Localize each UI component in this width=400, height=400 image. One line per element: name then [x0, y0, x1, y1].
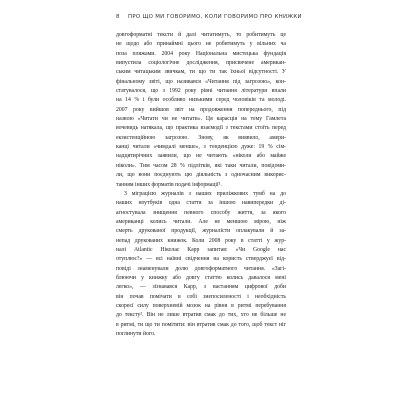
- text-line: ли, що вони поєднують цю діяльність з одночасним викорис-: [116, 172, 286, 179]
- text-line: скореєї силу поверхневій мозок на рівня в ритмі перебування: [116, 302, 286, 309]
- text-line: наших ноутбуків одна стаття за іншою навипередки ді-: [116, 200, 286, 207]
- text-line: смерть друкованої продукції, журналісти оплакували й за-: [116, 228, 286, 235]
- text-line: ніколи». Тим часом 28 % підлітків, які таки читали, повідоми-: [116, 162, 286, 169]
- text-line: непад друкованих книжок. Коли 2008 року в статті у жур-: [116, 237, 286, 244]
- running-title: ПРО ЩО МИ ГОВОРИМО, КОЛИ ГОВОРИМО ПРО КНИЖКИ: [128, 14, 302, 20]
- text-line: ським читацьким звичкам, ти що ти так їхньої відсутності. У: [116, 69, 286, 76]
- text-line: екзистенційною загрозою. Знову, як виявило, амери-: [116, 134, 286, 141]
- text-line: на 14 % і були особливо низькими серед чоловіків та молоді.: [116, 97, 286, 104]
- text-line: блюючи у книжку або довгу статтю колись давалося мені: [116, 274, 286, 281]
- text-line: статувалося, що з 1992 року рівні читання літератури впали: [116, 88, 286, 95]
- body-text: [116, 31, 286, 339]
- text-line: фінальному звіті, що називався «Читання під загрозою», кон-: [116, 78, 286, 85]
- paragraph: [116, 31, 286, 190]
- text-line: вочевидь натякала, що практика взаємодії з текстами стоїть перед: [116, 125, 286, 132]
- text-line: він почав помічати в собі знепосиленості і необхідність: [116, 293, 286, 300]
- text-line: випустила соціологічне дослідження, присвячене американ-: [116, 60, 286, 67]
- text-line: довгоформатні тексти й далі читатимуть, то робитимуть це: [116, 32, 286, 38]
- text-line: американці колись читали. Але не меншою мірою, ніж: [116, 218, 286, 225]
- paragraph: [116, 190, 286, 340]
- text-line: танням інших форматів подачі інформації¹.: [116, 181, 222, 188]
- text-line: не щодо або принаймні цього не робитимуть у вільних ча: [116, 41, 286, 48]
- text-line: канці читали «чимдалі менше», з тенденцією дуже: 19 % сім-: [116, 144, 286, 151]
- text-line: до тексту². Він не лише втратив смак до тих, хто не більше не: [116, 312, 286, 319]
- page-header: [116, 14, 302, 26]
- text-line: агностувала знищення певного способу життя, за якого: [116, 209, 286, 216]
- text-line: поглинути його.: [116, 331, 156, 337]
- text-line: повіді знаменували долю довгоформатного читання. «Загі-: [116, 265, 286, 272]
- page-number: 8: [116, 14, 120, 20]
- text-line: надцятирічних заявили, що не читають «ніколи або майже: [116, 153, 286, 160]
- text-line: налі Atlantic Ніколас Карр запитав: «Чи Google нас: [116, 246, 286, 253]
- text-line: легко», — зізнавався Карр, з настанням цифрової доби: [116, 284, 286, 291]
- text-line: отуплює?» — всі наївні свідчення на користь стверджуєї від-: [116, 256, 286, 263]
- text-line: поза пляжами. 2004 року Національна мистецька фундація: [116, 50, 286, 57]
- text-line: 2007 року вийшов звіт на продовження попереднього, під: [116, 106, 286, 113]
- text-line: в ритмі, ти що ти помітити: він втратив смак до того, щоб текст ніг: [116, 321, 286, 328]
- text-line: З міграцією журналів з наших приліжкових тумб на до: [124, 190, 286, 197]
- text-line: назвою «Читати чи не читати». Ця карасція на тему Гамлета: [116, 116, 286, 123]
